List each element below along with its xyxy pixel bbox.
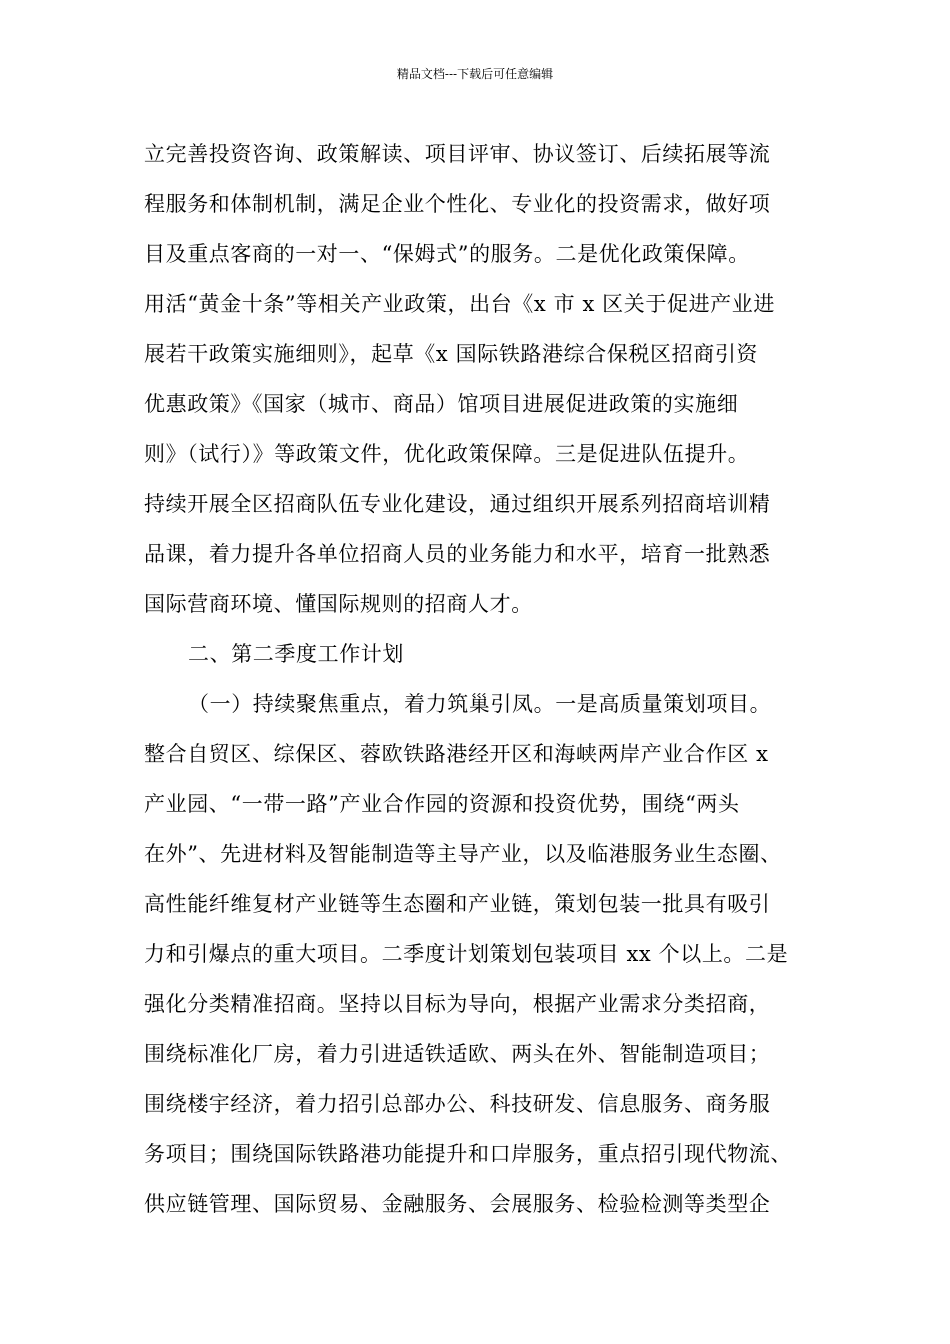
paragraph-line: 在外”、先进材料及智能制造等主导产业，以及临港服务业生态圈、 xyxy=(144,842,782,866)
body-text xyxy=(144,129,834,1229)
paragraph-line: 程服务和体制机制，满足企业个性化、专业化的投资需求，做好项 xyxy=(144,192,771,216)
paragraph-line: 供应链管理、国际贸易、金融服务、会展服务、检验检测等类型企 xyxy=(144,1192,771,1216)
paragraph-line: 强化分类精准招商。坚持以目标为导向，根据产业需求分类招商， xyxy=(144,992,771,1016)
paragraph-line: 立完善投资咨询、政策解读、项目评审、协议签订、后续拓展等流 xyxy=(144,142,771,166)
paragraph-line: 产业园、“一带一路”产业合作园的资源和投资优势，围绕“两头 xyxy=(144,792,740,816)
page-header: 精品文档---下载后可任意编辑 xyxy=(396,67,554,81)
paragraph-line: 围绕标准化厂房，着力引进适铁适欧、两头在外、智能制造项目； xyxy=(144,1042,771,1066)
paragraph-line: 用活“黄金十条”等相关产业政策，出台《x 市 x 区关于促进产业进 xyxy=(144,292,775,316)
paragraph-line: 品课，着力提升各单位招商人员的业务能力和水平，培育一批熟悉 xyxy=(144,542,771,566)
paragraph-line: 整合自贸区、综保区、蓉欧铁路港经开区和海峡两岸产业合作区 x xyxy=(144,742,769,766)
paragraph-line: 力和引爆点的重大项目。二季度计划策划包装项目 xx 个以上。二是 xyxy=(144,942,789,966)
paragraph-line: 优惠政策》《国家（城市、商品）馆项目进展促进政策的实施细 xyxy=(144,392,739,416)
paragraph-line: 务项目；围绕国际铁路港功能提升和口岸服务，重点招引现代物流、 xyxy=(144,1142,792,1166)
paragraph-line: 展若干政策实施细则》，起草《x 国际铁路港综合保税区招商引资 xyxy=(144,342,759,366)
paragraph-line: 则》（试行）》等政策文件，优化政策保障。三是促进队伍提升。 xyxy=(144,442,750,466)
paragraph-line: 高性能纤维复材产业链等生态圈和产业链，策划包装一批具有吸引 xyxy=(144,892,771,916)
paragraph-line: 目及重点客商的一对一、“保姆式”的服务。二是优化政策保障。 xyxy=(144,242,750,266)
paragraph-line: 围绕楼宇经济，着力招引总部办公、科技研发、信息服务、商务服 xyxy=(144,1092,771,1116)
paragraph-line: 国际营商环境、懂国际规则的招商人才。 xyxy=(144,592,533,616)
section-heading-line: 二、第二季度工作计划 xyxy=(188,642,404,666)
section-heading-line: （一）持续聚焦重点，着力筑巢引凤。一是高质量策划项目。 xyxy=(188,692,772,716)
paragraph-line: 持续开展全区招商队伍专业化建设，通过组织开展系列招商培训精 xyxy=(144,492,771,516)
